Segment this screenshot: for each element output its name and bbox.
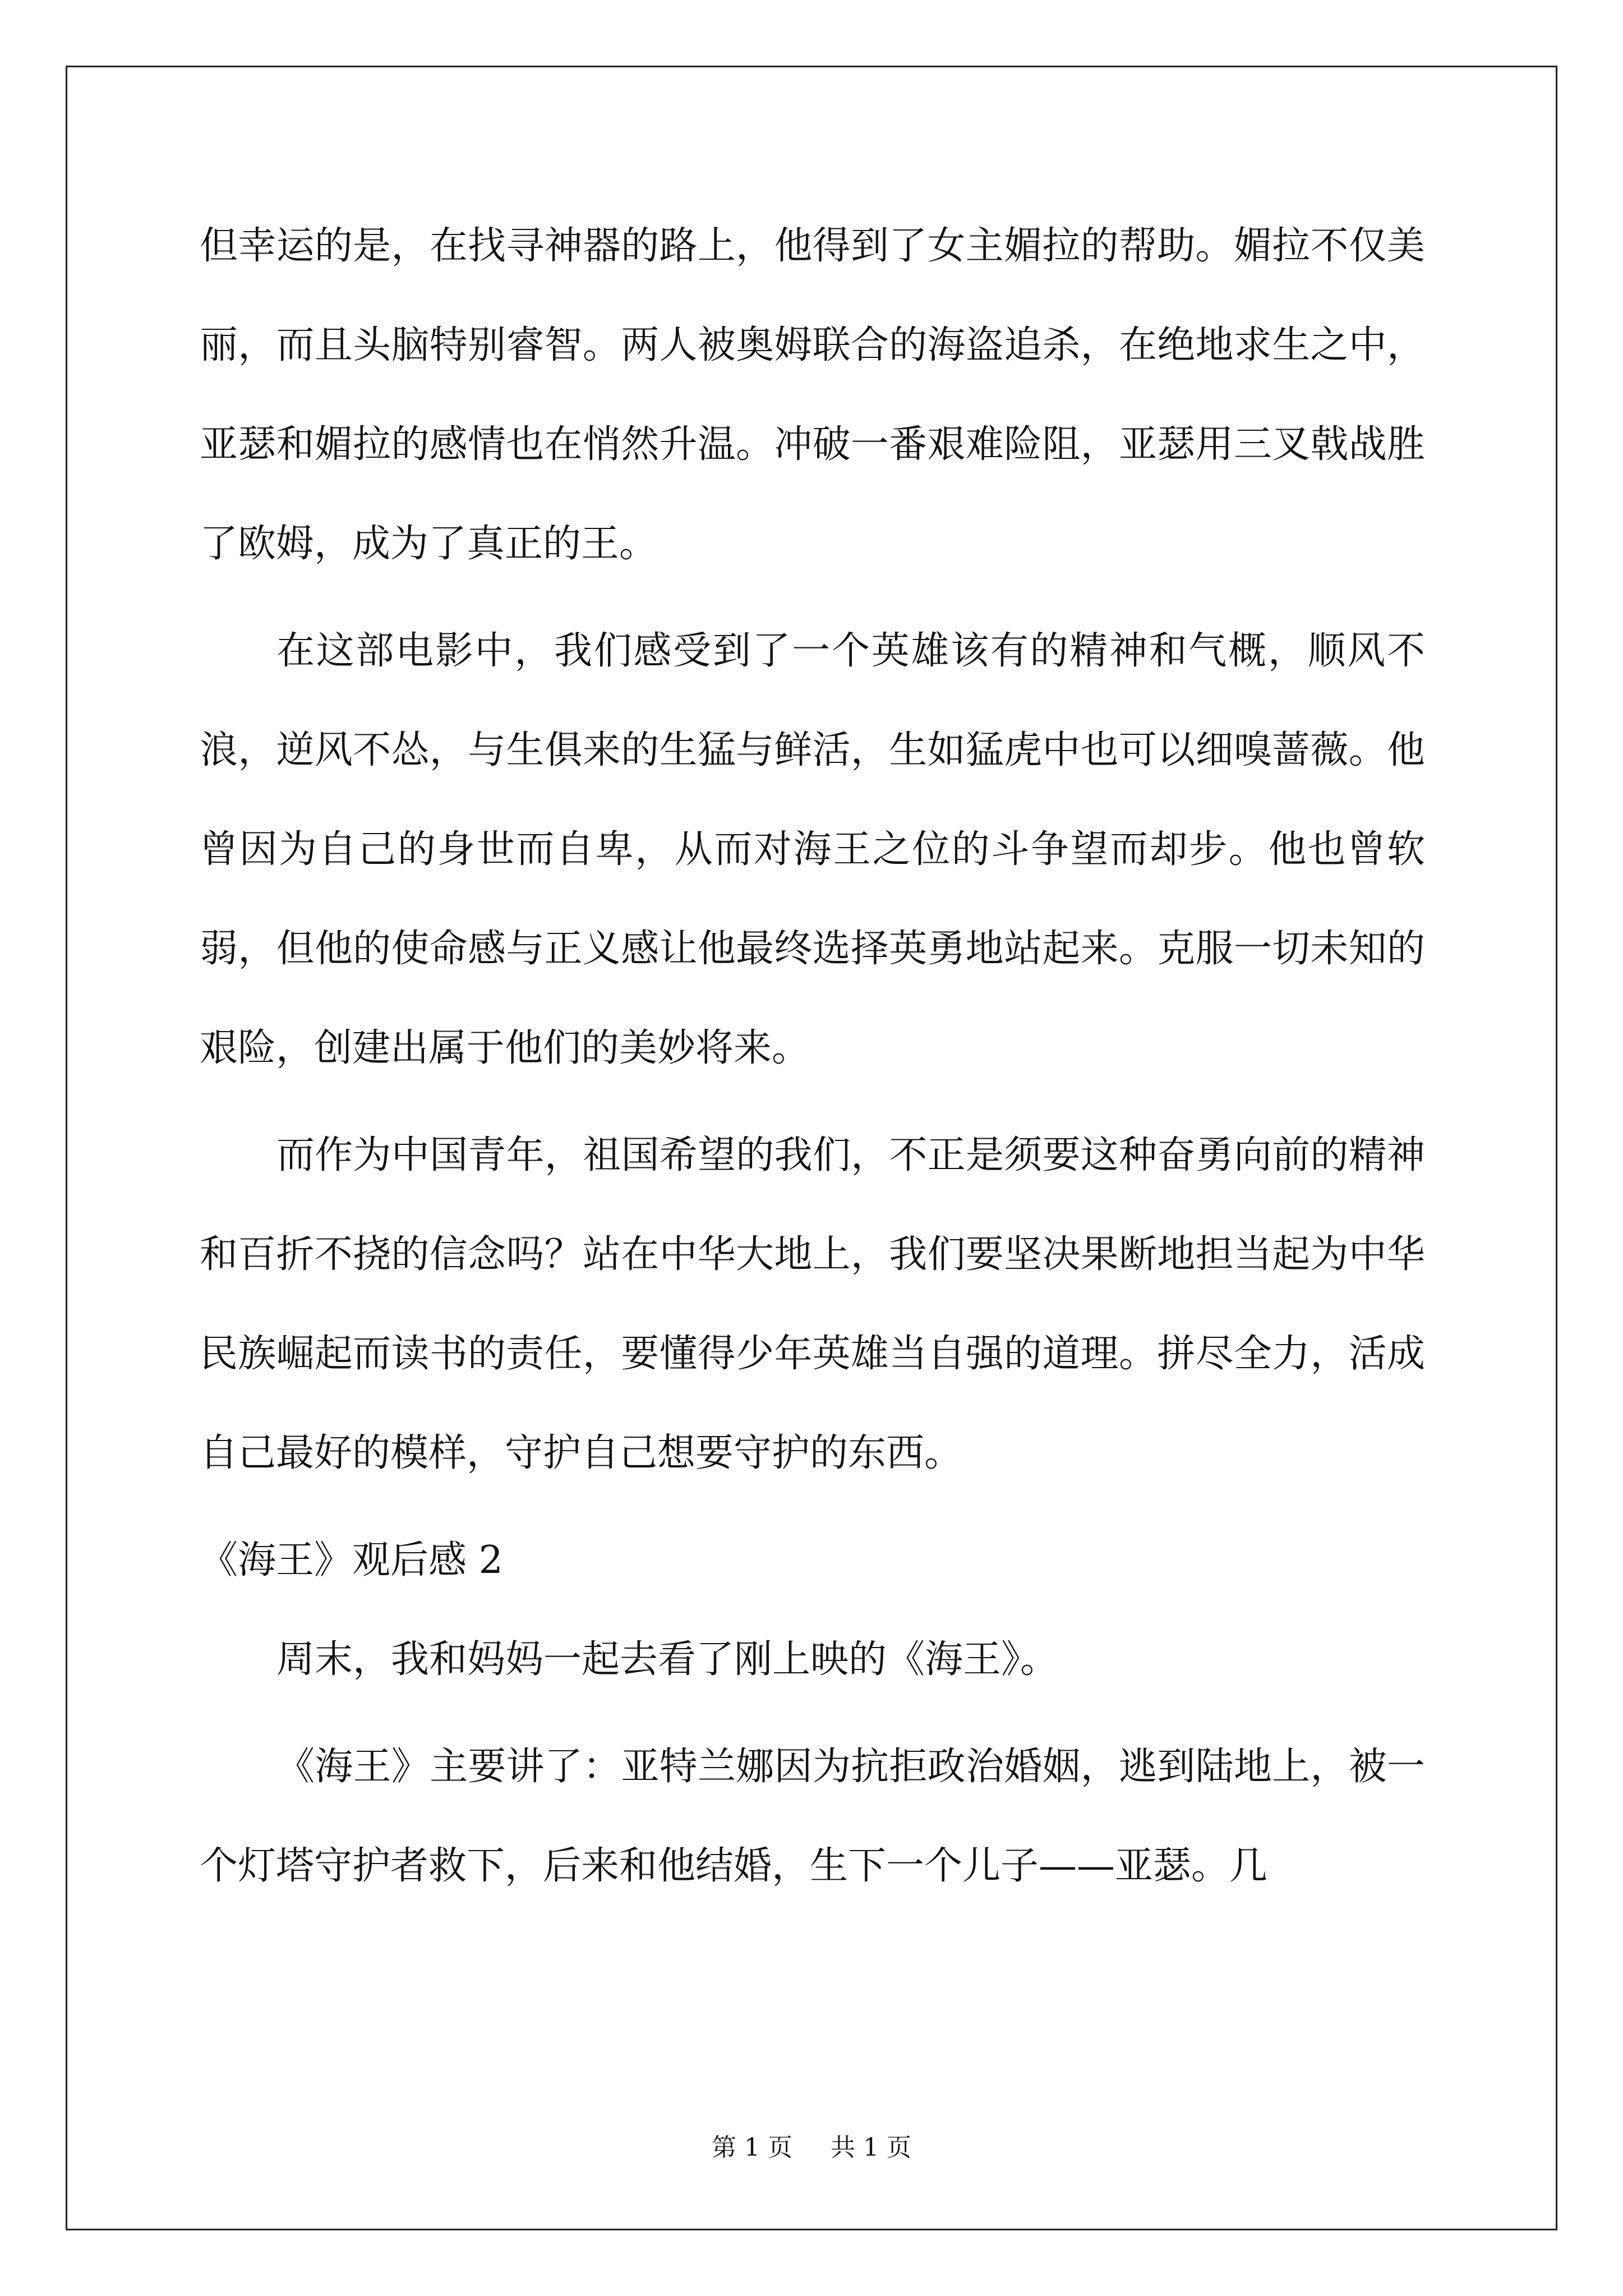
section-heading: 《海王》观后感 2	[200, 1538, 503, 1582]
paragraph-3: 而作为中国青年，祖国希望的我们，不正是须要这种奋勇向前的精神和百折不挠的信念吗？站在中华大地上，我们要坚决果断地担当起为中华民族崛起而读书的责任，要懂得少年英雄当自强的道理。拼尽全力，活成自己最好的模样，守护自己想要守护的东西。	[200, 1133, 1425, 1475]
paragraph-1: 但幸运的是，在找寻神器的路上，他得到了女主媚拉的帮助。媚拉不仅美丽，而且头脑特别睿智。两人被奥姆联合的海盗追杀，在绝地求生之中，亚瑟和媚拉的感情也在悄然升温。冲破一番艰难险阻，亚瑟用三叉戟战胜了欧姆，成为了真正的王。	[200, 224, 1425, 566]
page-number: 第 1 页	[712, 2133, 792, 2162]
paragraph-4: 周末，我和妈妈一起去看了刚上映的《海王》。	[276, 1637, 1059, 1682]
page-total: 共 1 页	[831, 2133, 911, 2162]
page-footer	[0, 2127, 1623, 2163]
paragraph-2: 在这部电影中，我们感受到了一个英雄该有的精神和气概，顺风不浪，逆风不怂，与生俱来的生猛与鲜活，生如猛虎中也可以细嗅蔷薇。他曾因为自己的身世而自卑，从而对海王之位的斗争望而却步。他也曾软弱，但他的使命感与正义感让他最终选择英勇地站起来。克服一切未知的艰险，创建出属于他们的美妙将来。	[200, 629, 1425, 1070]
paragraph-5: 《海王》主要讲了：亚特兰娜因为抗拒政治婚姻，逃到陆地上，被一个灯塔守护者救下，后来和他结婚，生下一个儿子——亚瑟。几	[200, 1745, 1425, 1888]
document-body	[200, 196, 1425, 1924]
